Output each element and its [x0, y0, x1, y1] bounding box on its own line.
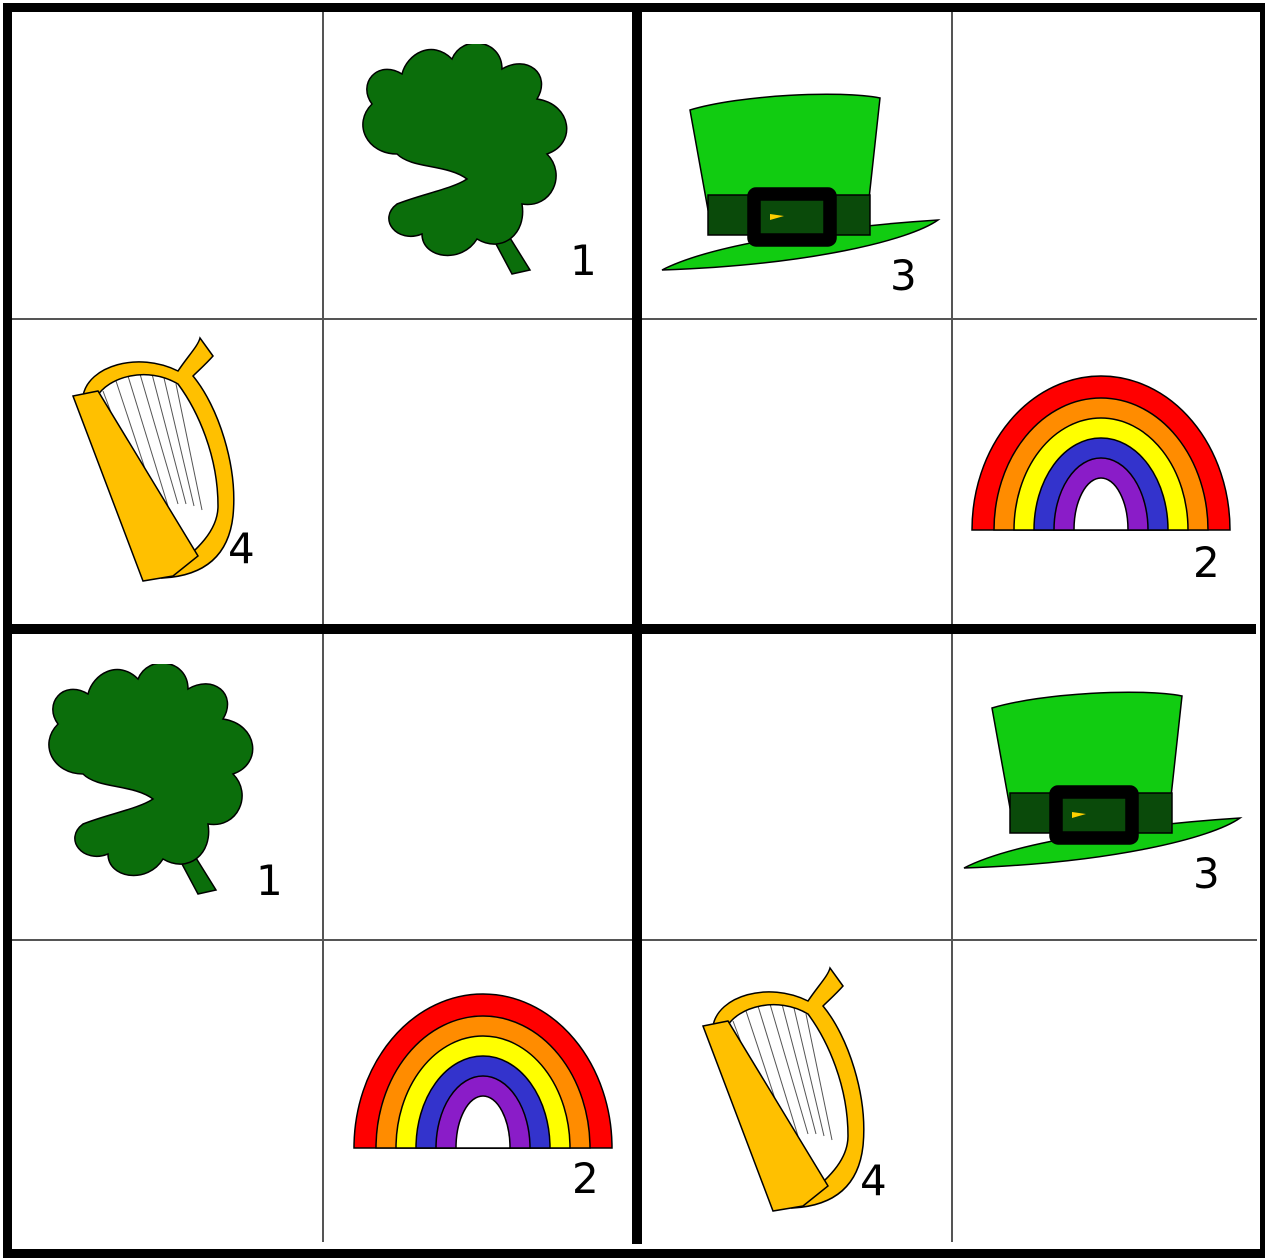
harp-icon: [68, 336, 243, 584]
cell-number: 1: [256, 856, 283, 905]
cell-number: 4: [228, 524, 255, 573]
shamrock-icon: [38, 664, 268, 914]
cell-number: 2: [572, 1154, 599, 1203]
rainbow-icon: [970, 372, 1232, 534]
cell-number: 4: [860, 1156, 887, 1205]
cell-number: 3: [890, 251, 917, 300]
cell-number: 3: [1193, 849, 1220, 898]
cell-number: 2: [1193, 538, 1220, 587]
cell-number: 1: [570, 236, 597, 285]
shamrock-icon: [352, 44, 582, 294]
rainbow-icon: [352, 990, 614, 1152]
board-frame: [3, 3, 1265, 1258]
harp-icon: [698, 966, 873, 1214]
